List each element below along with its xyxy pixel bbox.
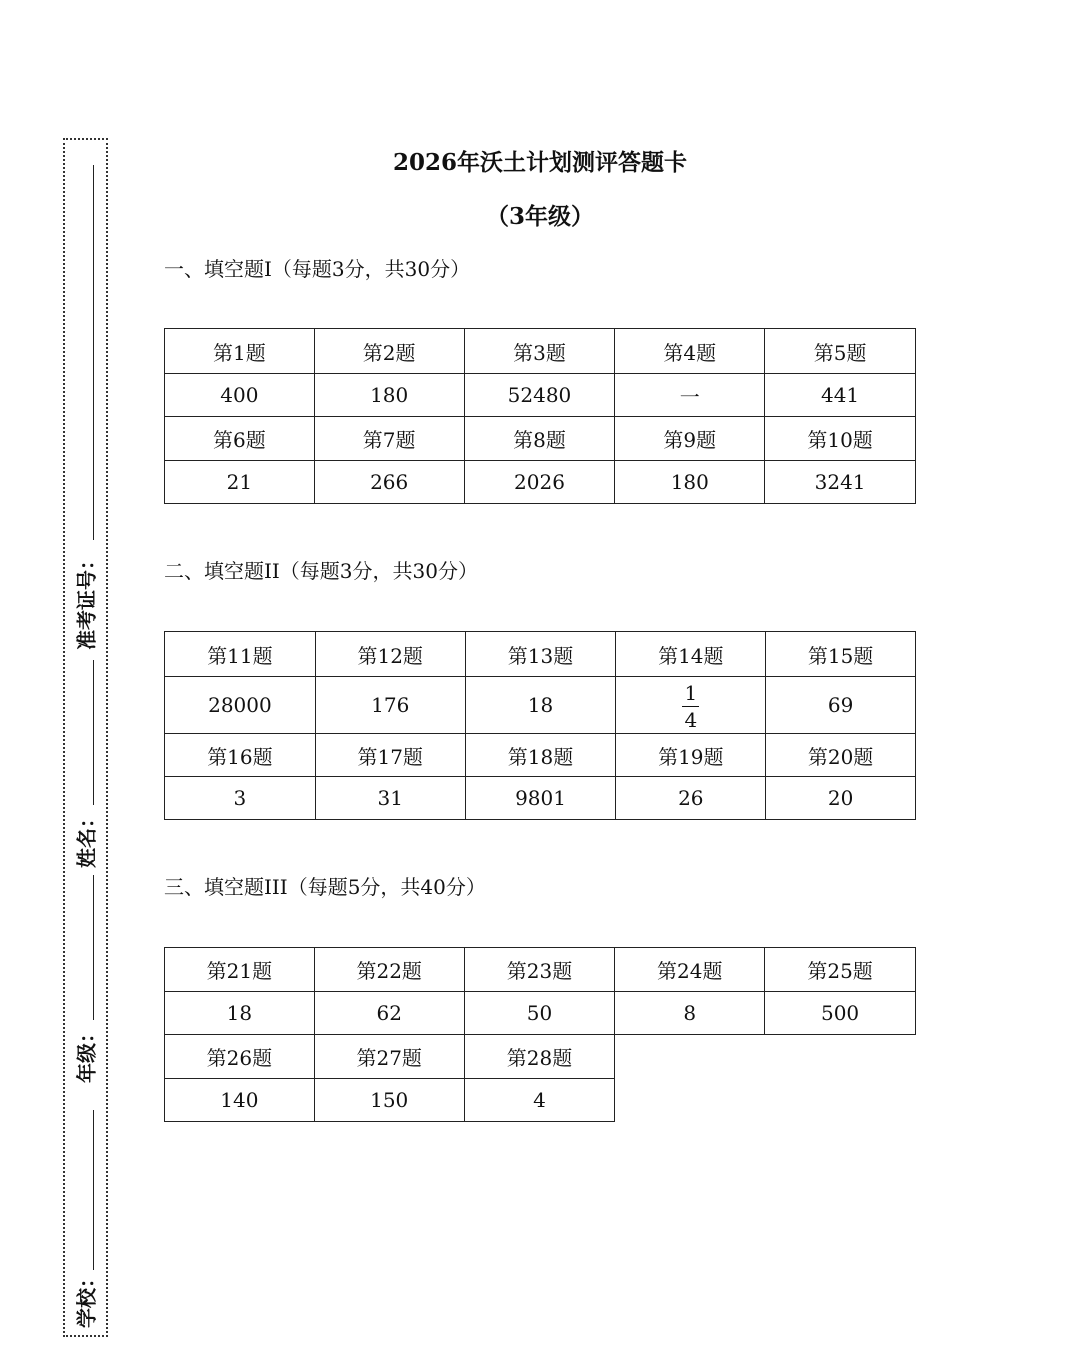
answer-cell: 18 [165,992,315,1035]
table-row [165,461,916,504]
question-number-cell: 第17题 [315,734,465,777]
question-number-cell: 第7题 [314,417,464,461]
table-row [165,677,916,734]
question-number-cell: 第14题 [616,632,766,677]
binding-strip [63,138,108,1337]
question-number-cell: 第11题 [165,632,316,677]
table-row [165,777,916,820]
section-heading-3: 三、填空题III（每题5分，共40分） [164,875,486,899]
question-number-cell: 第18题 [465,734,616,777]
empty-cell [765,1035,916,1079]
school-label: 学校： [74,1268,99,1328]
question-number-cell: 第27题 [314,1035,464,1079]
answer-cell: 26 [616,777,766,820]
empty-cell [615,1079,765,1122]
table-row [165,1035,916,1079]
question-number-cell: 第15题 [766,632,916,677]
question-number-cell: 第28题 [464,1035,615,1079]
answer-table-2 [164,631,916,820]
question-number-cell: 第8题 [464,417,615,461]
question-number-cell: 第2题 [314,329,464,374]
table-row [165,329,916,374]
question-number-cell: 第5题 [765,329,916,374]
answer-table-3 [164,947,916,1122]
table-row [165,1079,916,1122]
question-number-cell: 第3题 [464,329,615,374]
table-row [165,992,916,1035]
page-subtitle: （3年级） [485,203,594,230]
answer-cell: 500 [765,992,916,1035]
answer-cell [616,677,766,734]
question-number-cell: 第25题 [765,948,916,992]
answer-cell: 9801 [465,777,616,820]
table-row [165,374,916,417]
section-heading-1: 一、填空题I（每题3分，共30分） [164,257,471,281]
page-title: 2026年沃土计划测评答题卡 [392,149,687,176]
empty-cell [615,1035,765,1079]
answer-cell: 31 [315,777,465,820]
answer-cell: 62 [314,992,464,1035]
answer-cell: 400 [165,374,315,417]
question-number-cell: 第24题 [615,948,765,992]
question-number-cell: 第21题 [165,948,315,992]
answer-cell: 52480 [464,374,615,417]
question-number-cell: 第12题 [315,632,465,677]
section-heading-2: 二、填空题II（每题3分，共30分） [164,559,478,583]
question-number-cell: 第22题 [314,948,464,992]
question-number-cell: 第26题 [165,1035,315,1079]
name-line [93,660,94,805]
question-number-cell: 第4题 [615,329,765,374]
exam-id-label: 准考证号： [74,550,99,650]
question-number-cell: 第16题 [165,734,316,777]
name-label: 姓名： [74,808,99,868]
answer-cell: 140 [165,1079,315,1122]
answer-cell: 28000 [165,677,316,734]
answer-cell: 3 [165,777,316,820]
answer-cell: 21 [165,461,315,504]
question-number-cell: 第10题 [765,417,916,461]
answer-cell: 20 [766,777,916,820]
answer-cell: 一 [615,374,765,417]
grade-label: 年级： [74,1023,99,1083]
answer-cell: 441 [765,374,916,417]
question-number-cell: 第9题 [615,417,765,461]
answer-cell: 50 [464,992,615,1035]
answer-cell: 180 [615,461,765,504]
fraction [682,680,699,732]
answer-table-1 [164,328,916,504]
table-row [165,948,916,992]
answer-cell: 8 [615,992,765,1035]
answer-cell: 180 [314,374,464,417]
school-line [93,1110,94,1270]
table-row [165,734,916,777]
answer-cell: 4 [464,1079,615,1122]
fraction-denominator: 4 [684,707,698,732]
grade-line [93,875,94,1020]
question-number-cell: 第23题 [464,948,615,992]
answer-cell: 69 [766,677,916,734]
answer-cell: 150 [314,1079,464,1122]
question-number-cell: 第13题 [465,632,616,677]
question-number-cell: 第6题 [165,417,315,461]
question-number-cell: 第19题 [616,734,766,777]
answer-cell: 18 [465,677,616,734]
question-number-cell: 第1题 [165,329,315,374]
empty-cell [765,1079,916,1122]
answer-cell: 266 [314,461,464,504]
answer-cell: 176 [315,677,465,734]
answer-cell: 3241 [765,461,916,504]
question-number-cell: 第20题 [766,734,916,777]
table-row [165,417,916,461]
answer-cell: 2026 [464,461,615,504]
fraction-numerator: 1 [684,680,698,705]
table-row [165,632,916,677]
